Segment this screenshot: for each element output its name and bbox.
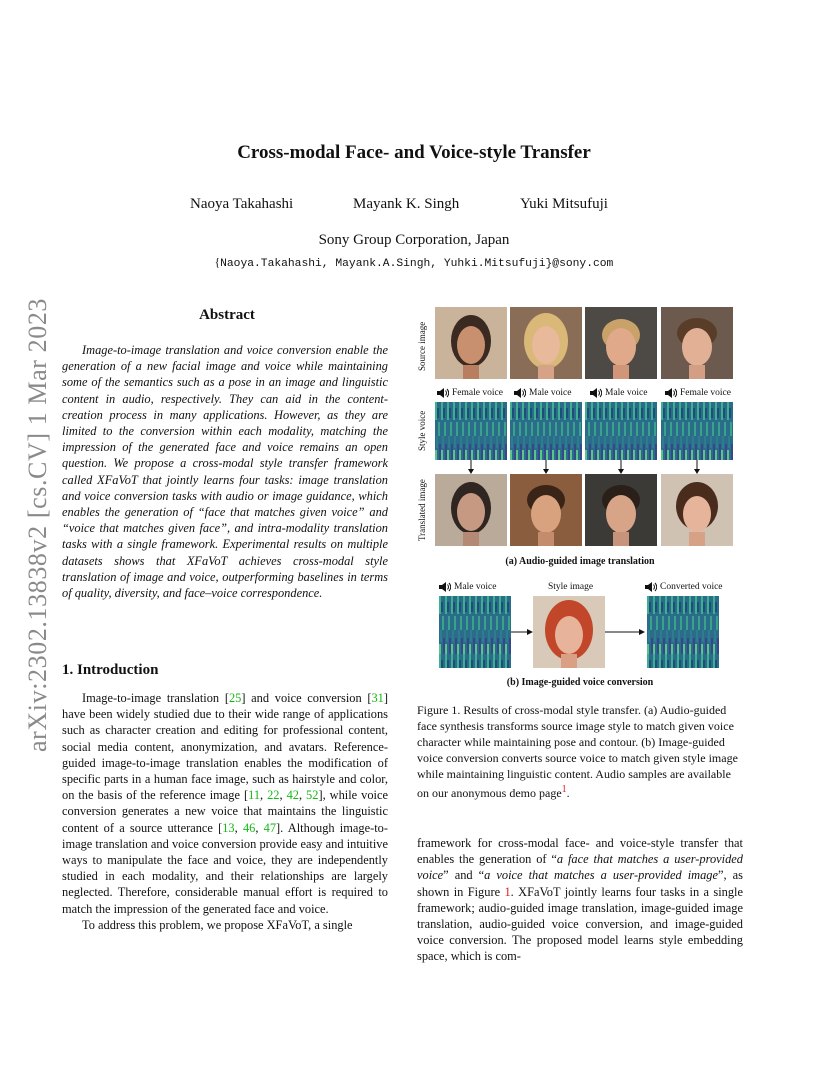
author-2: Mayank K. Singh bbox=[353, 196, 460, 212]
down-arrow-icon bbox=[693, 460, 701, 474]
citation-link[interactable]: 42 bbox=[286, 788, 299, 803]
speaker-icon bbox=[590, 388, 602, 398]
translated-face-image bbox=[585, 474, 657, 546]
style-voice-spectrogram bbox=[435, 402, 507, 460]
email-names: Naoya.Takahashi, Mayank.A.Singh, Yuhki.Mitsufuji bbox=[220, 258, 546, 270]
email-brace-open: { bbox=[214, 257, 221, 269]
abstract-heading: Abstract bbox=[199, 307, 255, 323]
section-heading-introduction: 1. Introduction bbox=[62, 662, 159, 678]
translated-face-image bbox=[661, 474, 733, 546]
style-image-label: Style image bbox=[548, 582, 594, 592]
down-arrow-icon bbox=[467, 460, 475, 474]
style-face-image bbox=[533, 596, 605, 668]
subfigure-caption-a: (a) Audio-guided image translation bbox=[505, 556, 655, 567]
right-arrow-icon bbox=[605, 628, 645, 636]
input-voice-label: Male voice bbox=[439, 582, 496, 592]
subfigure-caption-b: (b) Image-guided voice conversion bbox=[506, 677, 654, 688]
citation-link[interactable]: 46 bbox=[242, 820, 256, 835]
source-face-image bbox=[585, 307, 657, 379]
figure-ref-link[interactable]: 1 bbox=[504, 884, 511, 899]
voice-label: Female voice bbox=[437, 388, 503, 398]
right-paragraph: framework for cross-modal face- and voice-style transfer that enables the generation of “a face that matches a user-provided voice” and “a voice that matches a user-provided image”, as shown in Figure 1. XFaVoT jointly learns four tasks in a single framework; audio-guided image translation, image-guided image translation, audio-guided voice conversion, and image-guided voice conversion. The proposed model learns style embedding space, which is com- bbox=[417, 836, 743, 964]
citation-link[interactable]: 22 bbox=[267, 788, 280, 803]
footnote-marker[interactable]: 1 bbox=[561, 784, 567, 795]
style-voice-spectrogram bbox=[510, 402, 582, 460]
citation-link[interactable]: 11 bbox=[248, 788, 261, 803]
output-voice-label: Converted voice bbox=[645, 582, 723, 592]
speaker-icon bbox=[645, 582, 657, 592]
source-face-image bbox=[510, 307, 582, 379]
speaker-icon bbox=[665, 388, 677, 398]
row-label-style: Style voice bbox=[417, 410, 427, 452]
citation-link[interactable]: 52 bbox=[306, 788, 319, 803]
right-arrow-icon bbox=[511, 628, 533, 636]
down-arrow-icon bbox=[617, 460, 625, 474]
voice-label: Female voice bbox=[665, 388, 731, 398]
down-arrow-icon bbox=[542, 460, 550, 474]
affiliation: Sony Group Corporation, Japan bbox=[318, 232, 510, 248]
intro-paragraph-1: Image-to-image translation [25] and voice conversion [31] have been widely studied due to their wide range of applications such as character creation and editing for professional content, social media content, anonymization, and avatars. Reference-guided image-to-image translation enables the modification of specific parts in a human face image, such as hairstyle and color, on the basis of the reference image [11, 22, 42, 52], while voice conversion generates a new voice that maintains the linguistic content of a source utterance [13, 46, 47]. Although image-to-image translation and voice conversion provide easy and intuitive ways to manipulate the face and voice, they are independently studied in each modality, and their relationships are largely neglected. Therefore, considerable manual effort is required to match the impression of the generated face and voice. bbox=[62, 691, 389, 916]
source-face-image bbox=[435, 307, 507, 379]
author-emails bbox=[0, 257, 828, 270]
row-label-source: Source image bbox=[417, 321, 427, 371]
translated-face-image bbox=[510, 474, 582, 546]
voice-label: Male voice bbox=[514, 388, 571, 398]
arxiv-identifier: arXiv:2302.13838v2 [cs.CV] 1 Mar 2023 bbox=[23, 297, 52, 753]
citation-link[interactable]: 47 bbox=[263, 820, 277, 835]
author-3: Yuki Mitsufuji bbox=[520, 196, 608, 212]
email-domain: }@sony.com bbox=[545, 258, 614, 270]
figure-caption: Figure 1. Results of cross-modal style transfer. (a) Audio-guided face synthesis transforms source image style to match given voice character while maintaining pose and contour. (b) Image-guided voice conversion converts source voice to match given style image while maintaining linguistic content. Audio samples are available on our anonymous demo page$^1$. bbox=[417, 703, 738, 800]
speaker-icon bbox=[439, 582, 451, 592]
source-face-image bbox=[661, 307, 733, 379]
figure-1 bbox=[415, 302, 745, 692]
speaker-icon bbox=[514, 388, 526, 398]
introduction-body bbox=[62, 690, 388, 933]
speaker-icon bbox=[437, 388, 449, 398]
citation-link[interactable]: 31 bbox=[371, 691, 384, 705]
converted-voice-spectrogram bbox=[647, 596, 719, 668]
citation-link[interactable]: 13 bbox=[222, 820, 235, 835]
paper-title: Cross-modal Face- and Voice-style Transfer bbox=[237, 142, 591, 163]
abstract-body: Image-to-image translation and voice conversion enable the generation of a new facial image and voice while maintaining some of the semantics such as a pose in an image and linguistic content in audio, respectively. They can aid in the content-creation process in many applications. However, as they are limited to the conversion within each modality, matching the impression of the generated face and voice remains an open question. We propose a cross-modal style transfer framework called XFaVoT that jointly learns four tasks: image translation and voice conversion tasks with audio or image guidance, which enables the generation of “face that matches given voice” and “voice that matches given face”, and intra-modality translation tasks with a single framework. Experimental results on multiple datasets shows that XFaVoT achieves cross-modal style translation of image and voice, outperforming baselines in terms of quality, diversity, and face–voice correspondence. bbox=[62, 343, 388, 601]
citation-link[interactable]: 25 bbox=[228, 691, 242, 705]
author-1: Naoya Takahashi bbox=[190, 196, 294, 212]
right-column-body bbox=[417, 835, 743, 965]
intro-paragraph-2: To address this problem, we propose XFaVoT, a single bbox=[82, 917, 353, 932]
style-voice-spectrogram bbox=[585, 402, 657, 460]
input-voice-spectrogram bbox=[439, 596, 511, 668]
row-label-translated: Translated image bbox=[417, 479, 427, 541]
voice-label: Male voice bbox=[590, 388, 647, 398]
translated-face-image bbox=[435, 474, 507, 546]
style-voice-spectrogram bbox=[661, 402, 733, 460]
